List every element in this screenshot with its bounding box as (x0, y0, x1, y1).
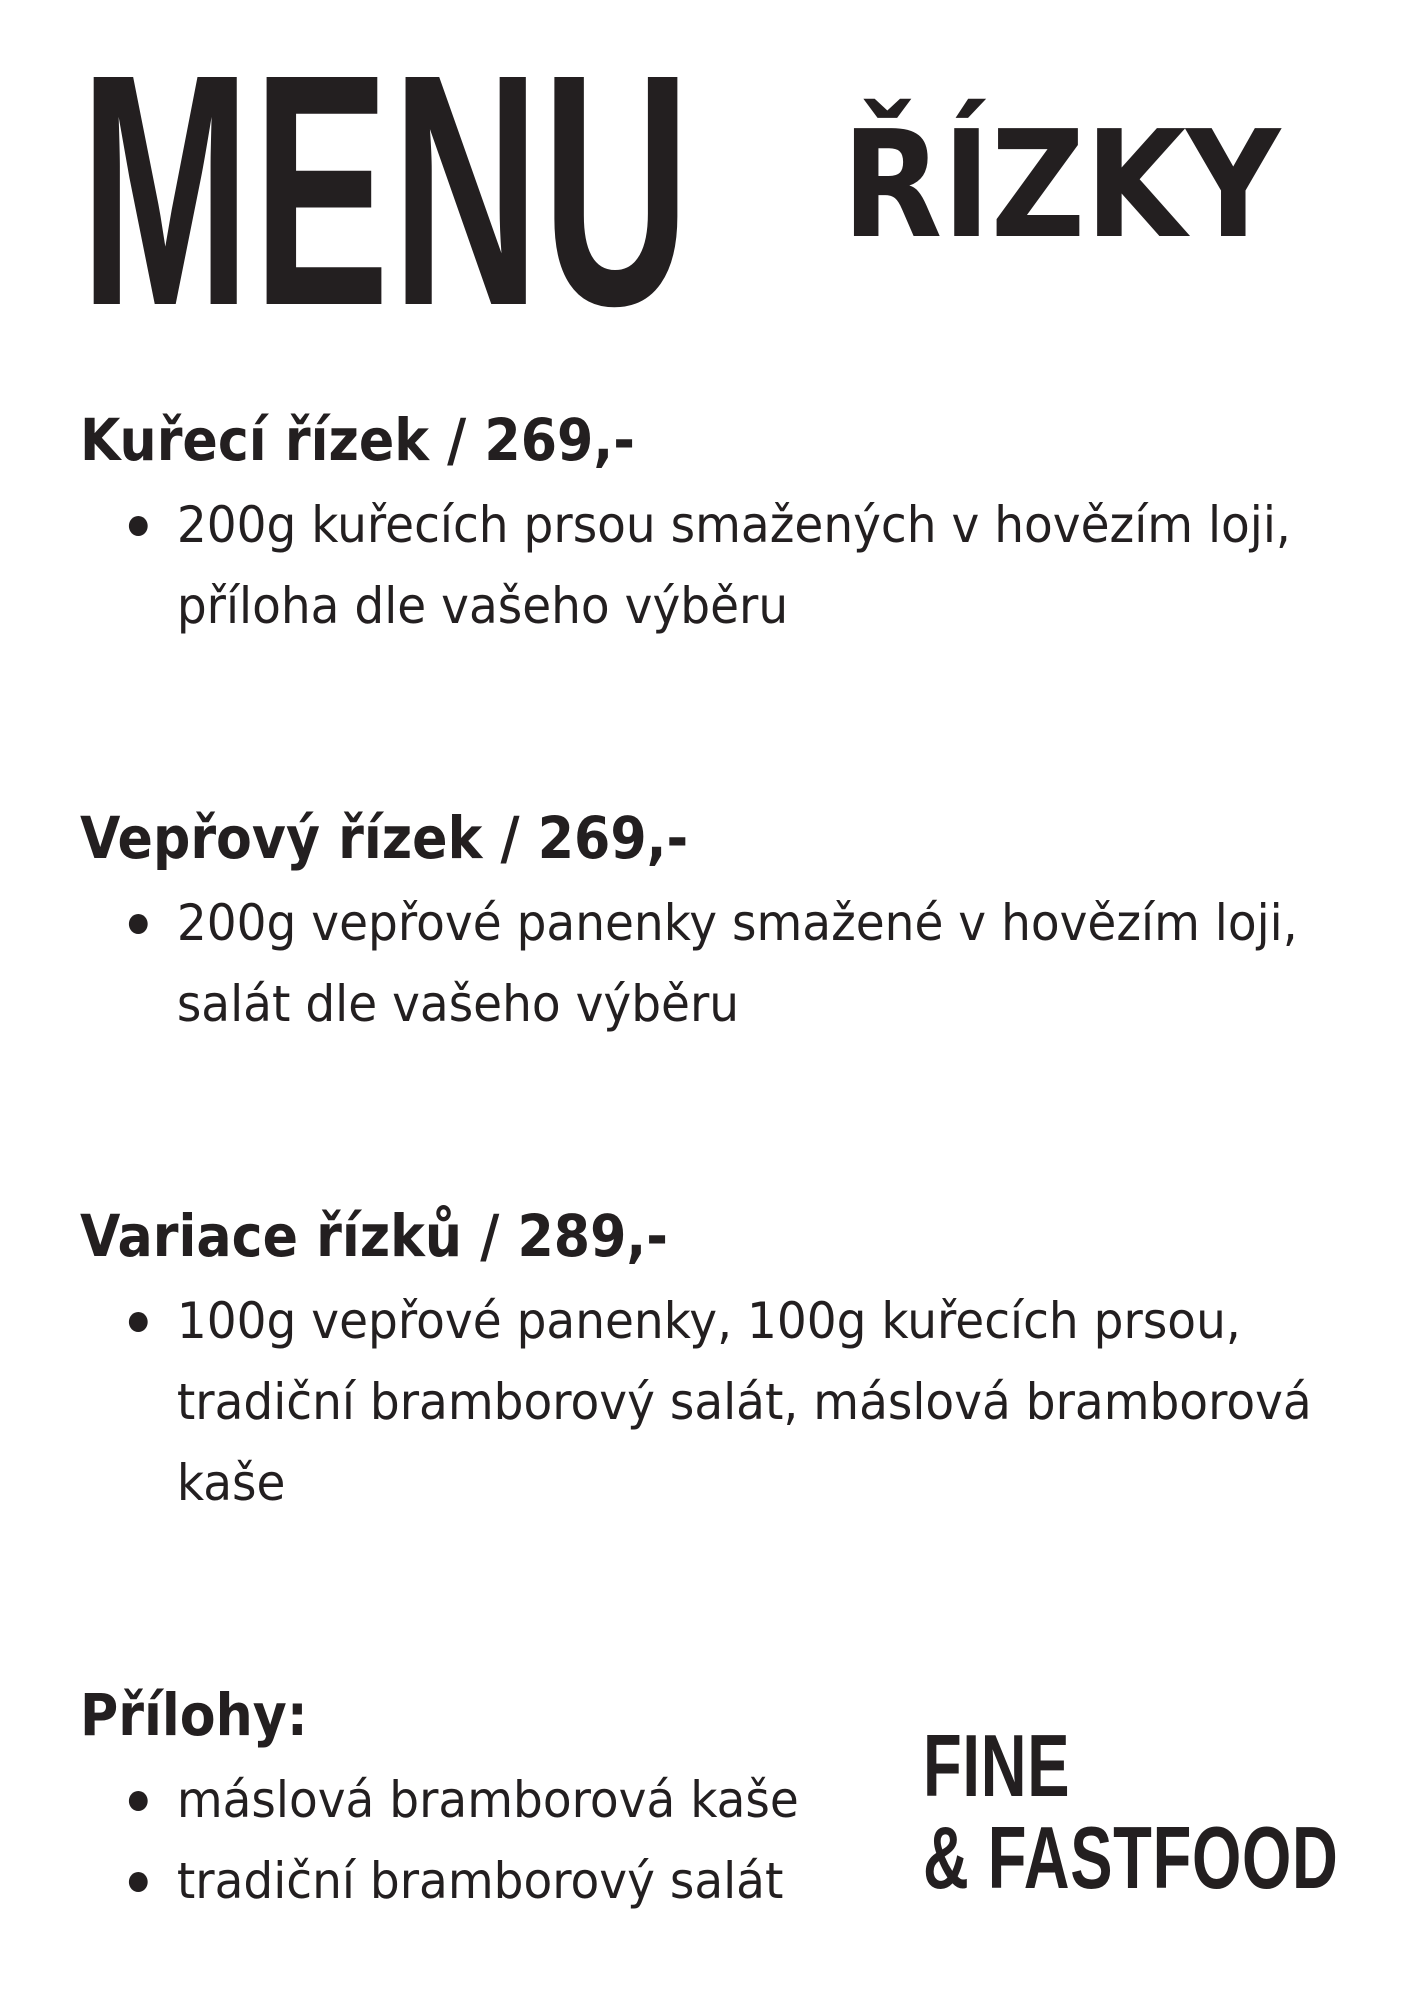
menu-content (80, 395, 1370, 1922)
section-title: Přílohy: (80, 1681, 308, 1749)
menu-section-chicken (80, 395, 1370, 647)
bullet-icon (129, 1872, 148, 1892)
bullet-icon (129, 1791, 148, 1811)
section-title: Kuřecí řízek / 269,- (80, 406, 635, 474)
item-text: 100g vepřové panenky, 100g kuřecích prsou, tradiční bramborový salát, máslová bramborová kaše (176, 1292, 1312, 1512)
brand-logo (923, 1716, 1343, 1920)
list-item (80, 485, 1399, 647)
item-list (80, 485, 1370, 647)
bullet-icon (129, 1312, 148, 1332)
section-title: Variace řízků / 289,- (80, 1202, 668, 1270)
logo-line-2: & FASTFOOD (923, 1808, 1339, 1907)
item-text: tradiční bramborový salát (176, 1852, 784, 1910)
menu-section-variation (80, 1191, 1370, 1524)
menu-subtitle: ŘÍZKY (842, 99, 1281, 271)
bullet-icon (129, 914, 148, 934)
menu-header (80, 5, 1340, 374)
logo-line-1: FINE (923, 1716, 1071, 1815)
list-item (80, 883, 1399, 1045)
section-spacer (80, 647, 1370, 793)
section-spacer (80, 1524, 1370, 1670)
bullet-icon (129, 516, 148, 536)
item-list (80, 883, 1370, 1045)
section-title: Vepřový řízek / 269,- (80, 804, 689, 872)
item-list (80, 1281, 1370, 1524)
section-spacer (80, 1045, 1370, 1191)
item-text: 200g vepřové panenky smažené v hovězím loji, salát dle vašeho výběru (176, 894, 1298, 1033)
item-text: máslová bramborová kaše (176, 1771, 799, 1829)
menu-title: MENU (80, 5, 693, 374)
item-text: 200g kuřecích prsou smažených v hovězím loji, příloha dle vašeho výběru (176, 496, 1291, 635)
menu-section-pork (80, 793, 1370, 1045)
list-item (80, 1281, 1399, 1524)
